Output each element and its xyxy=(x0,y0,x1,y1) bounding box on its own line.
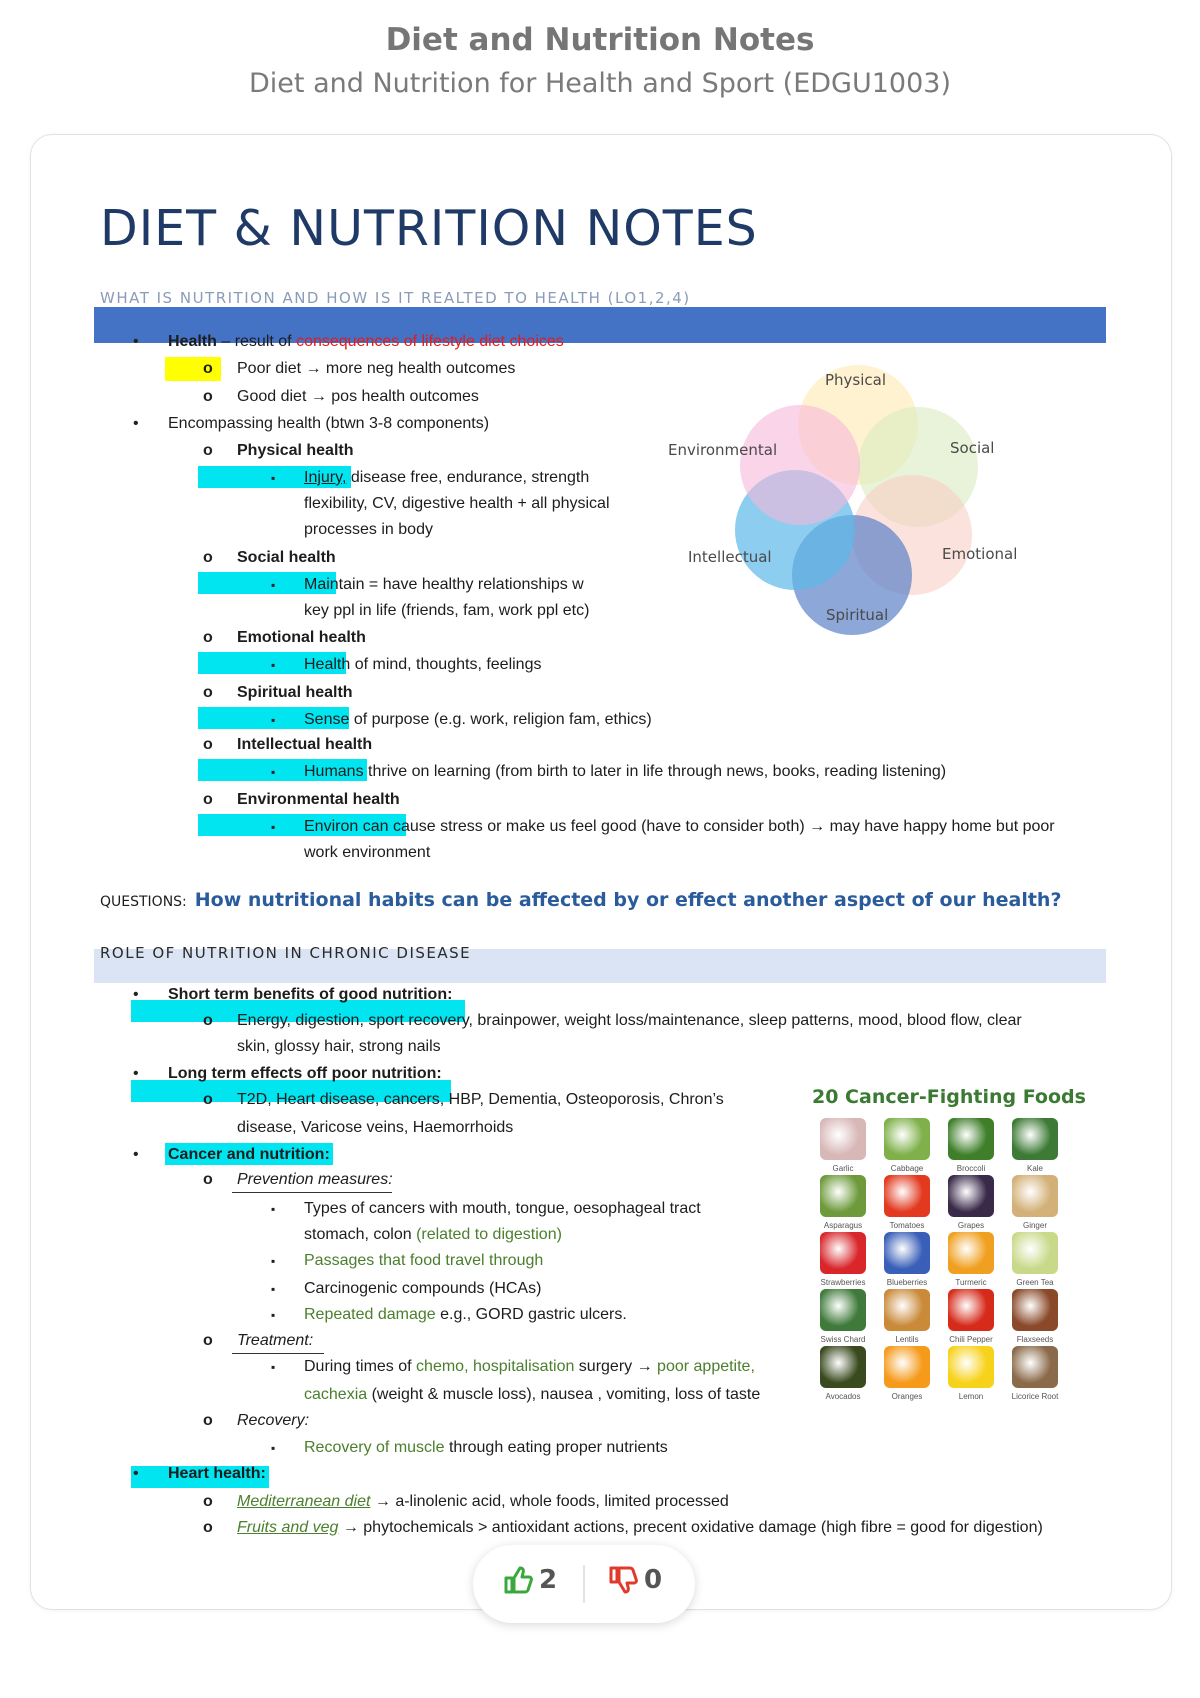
vote-pill xyxy=(473,1545,695,1623)
physical-text-2: flexibility, CV, digestive health + all physical xyxy=(304,495,610,512)
prevention-heading: Prevention measures: xyxy=(237,1171,393,1188)
food-image xyxy=(1012,1175,1058,1217)
food-label: Swiss Chard xyxy=(820,1335,866,1344)
bullet: o xyxy=(203,1332,213,1349)
food-label: Garlic xyxy=(832,1164,854,1173)
long-term-text-1: T2D, Heart disease, cancers, HBP, Dementia, Osteoporosis, Chron’s xyxy=(237,1091,724,1108)
question-text: How nutritional habits can be affected by or effect another aspect of our health? xyxy=(194,889,1062,911)
food-item xyxy=(810,1118,872,1180)
food-label: Tomatoes xyxy=(889,1221,925,1230)
food-label: Green Tea xyxy=(1016,1278,1054,1287)
bullet: ▪ xyxy=(271,1360,276,1374)
venn-label-social: Social xyxy=(950,439,995,457)
food-image xyxy=(948,1175,994,1217)
health-components-venn-diagram xyxy=(660,355,1060,645)
recovery-text-1: Recovery of muscle through eating proper nutrients xyxy=(304,1439,668,1456)
treatment-text-2: cachexia (weight & muscle loss), nausea , vomiting, loss of taste xyxy=(304,1386,761,1403)
prevention-text-3: Passages that food travel through xyxy=(304,1252,544,1269)
bullet: • xyxy=(133,415,139,432)
bullet: ▪ xyxy=(271,713,276,727)
short-term-text-1: Energy, digestion, sport recovery, brainpower, weight loss/maintenance, sleep patterns, mood, blood flow, clear xyxy=(237,1012,1022,1029)
food-image xyxy=(884,1346,930,1388)
health-label: Health xyxy=(168,333,217,350)
food-image xyxy=(1012,1289,1058,1331)
bullet: ▪ xyxy=(271,578,276,592)
thumbs-down-icon xyxy=(608,1566,638,1594)
bullet: o xyxy=(203,791,213,808)
foods-infographic-title: 20 Cancer-Fighting Foods xyxy=(812,1086,1086,1108)
food-label: Broccoli xyxy=(956,1164,986,1173)
food-image xyxy=(884,1289,930,1331)
bullet: o xyxy=(203,1171,213,1188)
food-item xyxy=(874,1232,936,1294)
food-label: Licorice Root xyxy=(1011,1392,1059,1401)
document-title: Diet and Nutrition Notes xyxy=(385,22,815,58)
bullet: o xyxy=(203,388,213,405)
food-item xyxy=(938,1289,1000,1351)
bullet: o xyxy=(203,684,213,701)
main-title: DIET & NUTRITION NOTES xyxy=(100,200,758,257)
bullet: o xyxy=(203,1091,213,1108)
intellectual-text-1: Humans thrive on learning (from birth to later in life through news, books, reading listening) xyxy=(304,763,947,780)
long-term-heading: Long term effects off poor nutrition: xyxy=(168,1065,442,1082)
heart-heading: Heart health: xyxy=(168,1465,266,1482)
food-image xyxy=(948,1346,994,1388)
treatment-heading: Treatment: xyxy=(237,1332,314,1349)
health-dash: – result of xyxy=(216,333,297,350)
food-item xyxy=(810,1289,872,1351)
bullet: • xyxy=(133,333,139,350)
bullet: o xyxy=(203,629,213,646)
bullet: ▪ xyxy=(271,1308,276,1322)
prevention-text-1: Types of cancers with mouth, tongue, oesophageal tract xyxy=(304,1200,701,1217)
food-image xyxy=(884,1118,930,1160)
vote-divider xyxy=(583,1565,585,1603)
environmental-text-1: Environ can cause stress or make us feel good (have to consider both) → may have happy home but poor xyxy=(304,818,1055,835)
bullet: o xyxy=(203,1519,213,1536)
food-label: Flaxseeds xyxy=(1016,1335,1054,1344)
venn-label-emotional: Emotional xyxy=(942,545,1018,563)
poor-diet-line: Poor diet → more neg health outcomes xyxy=(237,360,516,377)
short-term-heading: Short term benefits of good nutrition: xyxy=(168,986,453,1003)
food-item xyxy=(938,1118,1000,1180)
food-label: Lemon xyxy=(958,1392,984,1401)
venn-label-spiritual: Spiritual xyxy=(826,606,889,624)
food-image xyxy=(884,1232,930,1274)
spiritual-text-1: Sense of purpose (e.g. work, religion fam, ethics) xyxy=(304,711,652,728)
food-image xyxy=(948,1232,994,1274)
treatment-text-1: During times of chemo, hospitalisation surgery → poor appetite, xyxy=(304,1358,755,1375)
food-label: Blueberries xyxy=(886,1278,928,1287)
bullet: ▪ xyxy=(271,1282,276,1296)
food-label: Ginger xyxy=(1022,1221,1047,1230)
spiritual-health-heading: Spiritual health xyxy=(237,684,353,701)
bullet: ▪ xyxy=(271,765,276,779)
bullet: ▪ xyxy=(271,658,276,672)
food-item xyxy=(810,1346,872,1408)
health-red-text: consequences of lifestyle diet choices xyxy=(296,333,564,350)
food-label: Avocados xyxy=(825,1392,861,1401)
underline-rule xyxy=(232,1353,324,1354)
environmental-health-heading: Environmental health xyxy=(237,791,400,808)
physical-health-heading: Physical health xyxy=(237,442,354,459)
long-term-text-2: disease, Varicose veins, Haemorrhoids xyxy=(237,1119,514,1136)
food-image xyxy=(1012,1118,1058,1160)
food-item xyxy=(1002,1232,1064,1294)
document-subtitle: Diet and Nutrition for Health and Sport (EDGU1003) xyxy=(249,68,951,99)
bullet: • xyxy=(133,1065,139,1082)
cancer-heading: Cancer and nutrition: xyxy=(168,1146,330,1163)
food-item xyxy=(1002,1346,1064,1408)
food-item xyxy=(874,1118,936,1180)
bullet: ▪ xyxy=(271,820,276,834)
physical-text-1: Injury, disease free, endurance, strength xyxy=(304,469,590,486)
food-label: Oranges xyxy=(891,1392,923,1401)
food-label: Chili Pepper xyxy=(949,1335,993,1344)
recovery-heading: Recovery: xyxy=(237,1412,310,1429)
short-term-text-2: skin, glossy hair, strong nails xyxy=(237,1038,441,1055)
social-text-1: Maintain = have healthy relationships w xyxy=(304,576,584,593)
food-label: Cabbage xyxy=(890,1164,924,1173)
venn-label-physical: Physical xyxy=(825,371,887,389)
food-item xyxy=(1002,1289,1064,1351)
thumbs-up-icon xyxy=(503,1566,533,1594)
food-image xyxy=(1012,1232,1058,1274)
section-heading-nutrition-health: WHAT IS NUTRITION AND HOW IS IT REALTED TO HEALTH (LO1,2,4) xyxy=(100,289,691,307)
food-image xyxy=(884,1175,930,1217)
venn-circle-environmental xyxy=(740,405,860,525)
emotional-health-heading: Emotional health xyxy=(237,629,366,646)
environmental-text-2: work environment xyxy=(304,844,431,861)
upvote-count: 2 xyxy=(539,1565,558,1595)
food-item xyxy=(874,1175,936,1237)
food-image xyxy=(820,1118,866,1160)
section-heading-chronic-disease: ROLE OF NUTRITION IN CHRONIC DISEASE xyxy=(100,944,472,962)
food-label: Asparagus xyxy=(823,1221,863,1230)
underline-rule xyxy=(232,1192,392,1193)
downvote-button[interactable] xyxy=(608,1565,662,1595)
heart-text-1: Mediterranean diet → a-linolenic acid, whole foods, limited processed xyxy=(237,1493,729,1510)
prevention-text-4: Carcinogenic compounds (HCAs) xyxy=(304,1280,542,1297)
food-item xyxy=(938,1232,1000,1294)
bullet: ▪ xyxy=(271,1441,276,1455)
food-item xyxy=(874,1346,936,1408)
food-item xyxy=(810,1175,872,1237)
venn-label-environmental: Environmental xyxy=(668,441,778,459)
food-image xyxy=(948,1289,994,1331)
food-label: Kale xyxy=(1026,1164,1043,1173)
downvote-count: 0 xyxy=(644,1565,663,1595)
prevention-text-2: stomach, colon (related to digestion) xyxy=(304,1226,562,1243)
good-diet-line: Good diet → pos health outcomes xyxy=(237,388,479,405)
question-label: QUESTIONS: xyxy=(100,894,187,910)
physical-text-3: processes in body xyxy=(304,521,433,538)
bullet: ▪ xyxy=(271,1202,276,1216)
health-line xyxy=(168,332,564,352)
food-item xyxy=(938,1175,1000,1237)
bullet: o xyxy=(203,736,213,753)
bullet: o xyxy=(203,1493,213,1510)
intellectual-health-heading: Intellectual health xyxy=(237,736,373,753)
bullet: • xyxy=(133,1146,139,1163)
food-item xyxy=(1002,1118,1064,1180)
bullet: o xyxy=(203,1412,213,1429)
venn-label-intellectual: Intellectual xyxy=(688,548,772,566)
bullet: o xyxy=(203,360,213,377)
bullet: • xyxy=(133,1465,139,1482)
food-item xyxy=(1002,1175,1064,1237)
question-line xyxy=(100,889,1061,911)
heart-text-2: Fruits and veg → phytochemicals > antioxidant actions, precent oxidative damage (high fibre = good for digestion) xyxy=(237,1519,1043,1536)
food-image xyxy=(820,1232,866,1274)
food-image xyxy=(820,1175,866,1217)
food-image xyxy=(1012,1346,1058,1388)
food-item xyxy=(938,1346,1000,1408)
food-label: Lentils xyxy=(895,1335,919,1344)
foods-infographic-grid xyxy=(810,1118,1080,1418)
food-item xyxy=(874,1289,936,1351)
prevention-text-5: Repeated damage e.g., GORD gastric ulcers. xyxy=(304,1306,627,1323)
food-label: Strawberries xyxy=(820,1278,866,1287)
food-label: Turmeric xyxy=(955,1278,987,1287)
bullet: ▪ xyxy=(271,1254,276,1268)
social-health-heading: Social health xyxy=(237,549,336,566)
encompassing-line: Encompassing health (btwn 3-8 components) xyxy=(168,415,490,432)
emotional-text-1: Health of mind, thoughts, feelings xyxy=(304,656,542,673)
bullet: o xyxy=(203,549,213,566)
bullet: • xyxy=(133,986,139,1003)
social-text-2: key ppl in life (friends, fam, work ppl etc) xyxy=(304,602,590,619)
food-image xyxy=(820,1346,866,1388)
bullet: o xyxy=(203,442,213,459)
food-label: Grapes xyxy=(957,1221,985,1230)
upvote-button[interactable] xyxy=(503,1565,557,1595)
bullet: o xyxy=(203,1012,213,1029)
food-image xyxy=(948,1118,994,1160)
food-item xyxy=(810,1232,872,1294)
food-image xyxy=(820,1289,866,1331)
bullet: ▪ xyxy=(271,471,276,485)
